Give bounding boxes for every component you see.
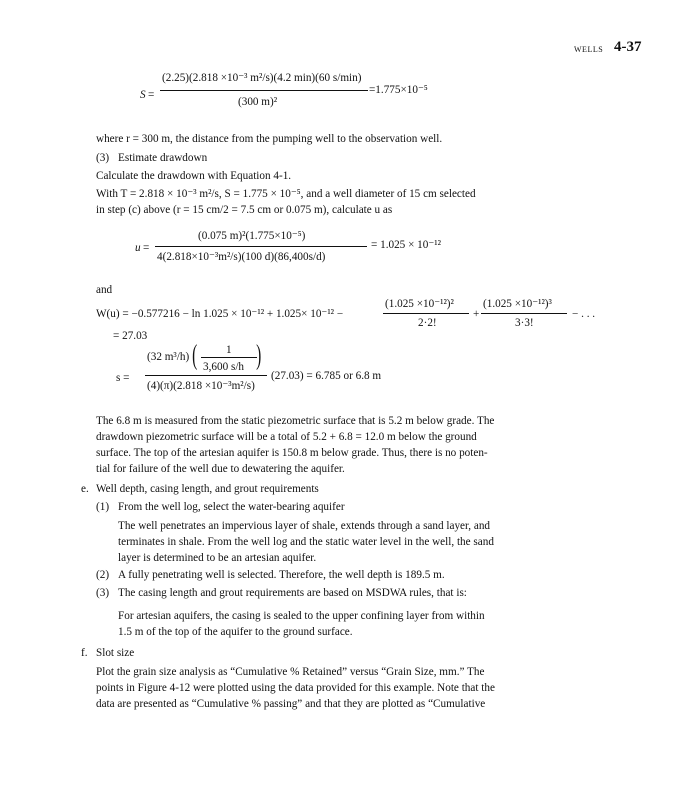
eq-w-result: = 27.03 xyxy=(113,330,148,342)
with-line-2: in step (c) above (r = 15 cm/2 = 7.5 cm or 0.075 m), calculate u as xyxy=(96,204,393,216)
eq-s-result: =1.775×10⁻⁵ xyxy=(369,84,428,96)
eq-u-lhs: u xyxy=(135,242,141,254)
eq-dd-inner-den: 3,600 s/h xyxy=(203,361,245,373)
left-paren: ( xyxy=(192,340,198,371)
right-paren: ) xyxy=(256,340,262,371)
step3-title: Estimate drawdown xyxy=(118,152,208,164)
eq-s-lhs: S xyxy=(140,89,146,101)
eq-dd-denominator: (4)(π)(2.818 ×10⁻³m²/s) xyxy=(147,380,255,392)
e2-text: A fully penetrating well is selected. Therefore, the well depth is 189.5 m. xyxy=(118,569,445,581)
paragraph-drawdown-discussion: The 6.8 m is measured from the static piezometric surface that is 5.2 m below grade. The drawdown piezometric surface will be a total of 5.2 + 6.8 = 12.0 m below the ground surface. The top of the artesian aquifer is 150.8 m below grade. Thus, there is no poten- tial for failure of the well due to dewatering the aquifer. xyxy=(96,415,495,475)
eq-w-tail: − . . . xyxy=(572,308,596,320)
e3-text: The casing length and grout requirements are based on MSDWA rules, that is: xyxy=(118,587,467,599)
and-word: and xyxy=(96,284,113,296)
e1-title: From the well log, select the water-bearing aquifer xyxy=(118,501,345,513)
eq-w-frac1-numerator: (1.025 ×10⁻¹²)² xyxy=(385,298,454,310)
page-number: 4-37 xyxy=(614,39,642,55)
calc-line: Calculate the drawdown with Equation 4-1. xyxy=(96,170,292,182)
paragraph-slot-size: Plot the grain size analysis as “Cumulative % Retained” versus “Grain Size, mm.” The points in Figure 4-12 were plotted using the data provided for this example. Note that the data are presented as “Cumulative % passing” and that they are plotted as “Cumulative xyxy=(96,666,495,710)
eq-w-lhs: W(u) = −0.577216 − ln 1.025 × 10⁻¹² + 1.025× 10⁻¹² − xyxy=(96,308,344,320)
eq-dd-fraction-bar xyxy=(145,375,267,376)
eq-dd-num-prefix: (32 m³/h) xyxy=(147,351,190,363)
e3-number: (3) xyxy=(96,587,110,599)
eq-dd-inner-num: 1 xyxy=(226,344,232,356)
eq-dd-lhs: s = xyxy=(116,372,130,384)
eq-u-numerator: (0.075 m)²(1.775×10⁻⁵) xyxy=(198,230,306,242)
eq-s-denominator: (300 m)² xyxy=(238,96,278,108)
eq-dd-result: (27.03) = 6.785 or 6.8 m xyxy=(271,370,382,382)
e1-number: (1) xyxy=(96,501,110,513)
item-f-label: f. xyxy=(81,647,88,659)
eq-w-frac2-denominator: 3·3! xyxy=(515,317,534,329)
eq-u-fraction-bar xyxy=(155,246,367,247)
eq-u-result: = 1.025 × 10⁻¹² xyxy=(371,239,441,251)
e2-number: (2) xyxy=(96,569,110,581)
eq-w-frac2-numerator: (1.025 ×10⁻¹²)³ xyxy=(483,298,552,310)
item-f-title: Slot size xyxy=(96,647,135,659)
e3-body: For artesian aquifers, the casing is sealed to the upper confining layer from within 1.5 m of the top of the aquifer to the ground surface. xyxy=(118,610,485,638)
eq-w-frac1-denominator: 2·2! xyxy=(418,317,437,329)
eq-s-fraction-bar xyxy=(160,90,368,91)
running-header-section: WELLS xyxy=(574,45,604,54)
eq-w-frac2-bar xyxy=(481,313,567,314)
eq-w-plus: + xyxy=(473,308,480,320)
eq-w-frac1-bar xyxy=(383,313,469,314)
eq-u-denominator: 4(2.818×10⁻³m²/s)(100 d)(86,400s/d) xyxy=(157,251,326,263)
where-line: where r = 300 m, the distance from the pumping well to the observation well. xyxy=(96,133,443,145)
with-line-1: With T = 2.818 × 10⁻³ m²/s, S = 1.775 × 10⁻⁵, and a well diameter of 15 cm selected xyxy=(96,188,476,200)
item-e-label: e. xyxy=(81,483,89,495)
item-e-title: Well depth, casing length, and grout requirements xyxy=(96,483,319,495)
eq-dd-inner-bar xyxy=(201,357,257,358)
step3-number: (3) xyxy=(96,152,110,164)
e1-body: The well penetrates an impervious layer of shale, extends through a sand layer, and terminates in shale. From the well log and the static water level in the well, the sand layer is determined to be an artesian aquifer. xyxy=(118,520,494,564)
eq-s-numerator: (2.25)(2.818 ×10⁻³ m²/s)(4.2 min)(60 s/min) xyxy=(162,72,362,84)
